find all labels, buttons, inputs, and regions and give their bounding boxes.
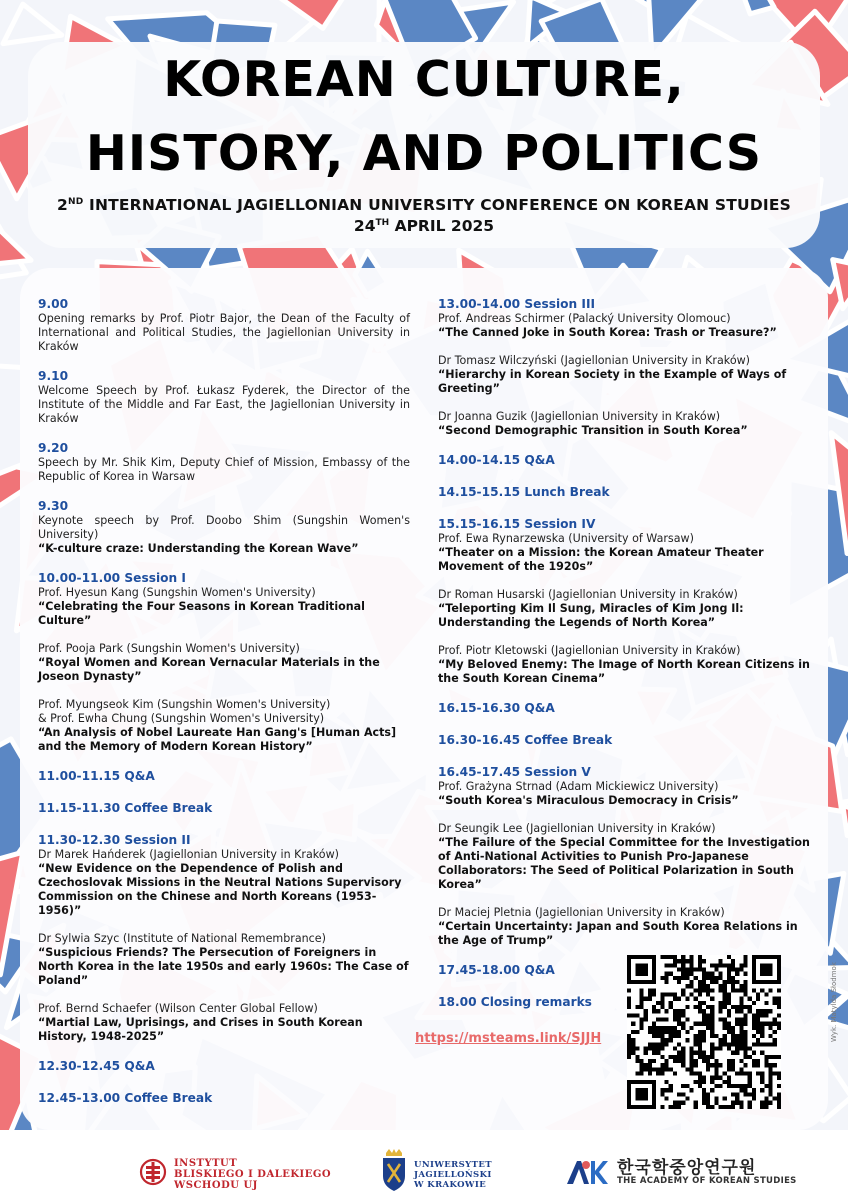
talk-title: “ New Evidence on the Dependence of Polish and Czechoslovak Missions in the Neutral Nations Supervisory Commission on the Chinese and North Koreans (1953-1956) ”: [38, 862, 410, 918]
time-slot-heading: 9.20: [38, 441, 69, 455]
time-slot-heading: 9.00: [38, 297, 69, 311]
speaker-info: Prof. Andreas Schirmer (Palacký University Olomouc): [438, 312, 731, 325]
speaker-info: Speech by Mr. Shik Kim, Deputy Chief of Mission, Embassy of the Republic of Korea in Warsaw: [38, 456, 410, 483]
speaker-info: & Prof. Ewha Chung (Sungshin Women's University): [38, 712, 325, 725]
program-block: [38, 296, 410, 354]
designer-credit: Wyk. Matylda Słodmok: [830, 962, 838, 1042]
talk-title: “ Theater on a Mission: the Korean Amateur Theater Movement of the 1920s ”: [438, 546, 814, 574]
university-crest-icon: [381, 1148, 407, 1192]
institute-emblem-icon: [137, 1158, 169, 1186]
program-block: [38, 1058, 410, 1074]
talk-title: “ Royal Women and Korean Vernacular Materials in the Joseon Dynasty ”: [38, 656, 410, 684]
program-block: [38, 440, 410, 484]
speaker-info: Dr Seungik Lee (Jagiellonian University in Kraków): [438, 822, 716, 835]
program-block: [438, 700, 814, 716]
institute-name: INSTYTUT BLISKIEGO I DALEKIEGO WSCHODU UJ: [174, 1158, 332, 1191]
program-block: [438, 296, 814, 340]
time-slot-heading: 11.00-11.15 Q&A: [38, 769, 155, 783]
speaker-info: Welcome Speech by Prof. Łukasz Fyderek, the Director of the Institute of the Middle and Far East, the Jagiellonian University in Kraków: [38, 384, 410, 425]
qr-code[interactable]: [627, 955, 781, 1109]
partner-logos: [0, 1130, 848, 1200]
program-block: [438, 410, 814, 438]
talk-title: “ Certain Uncertainty: Japan and South Korea Relations in the Age of Trump ”: [438, 920, 814, 948]
program-block: [438, 588, 814, 630]
program-block: [38, 1090, 410, 1106]
time-slot-heading: 13.00-14.00 Session III: [438, 297, 596, 311]
time-slot-heading: 9.30: [38, 499, 69, 513]
speaker-info: Prof. Myungseok Kim (Sungshin Women's University): [38, 698, 331, 711]
speaker-info: Dr Roman Husarski (Jagiellonian University in Kraków): [438, 588, 738, 601]
time-slot-heading: 11.30-12.30 Session II: [38, 833, 191, 847]
aks-english-name: THE ACADEMY OF KOREAN STUDIES: [617, 1176, 797, 1186]
program-block: [38, 570, 410, 628]
program-block: [38, 932, 410, 988]
conference-date: 24TH APRIL 2025: [353, 217, 495, 235]
time-slot-heading: 12.45-13.00 Coffee Break: [38, 1091, 213, 1105]
talk-title: “ The Failure of the Special Committee for the Investigation of Anti-National Activities to Punish Pro-Japanese Collaborators: The Seed of Political Polarization in South Korea ”: [438, 836, 814, 892]
talk-title: “ South Korea's Miraculous Democracy in Crisis ”: [438, 794, 814, 808]
time-slot-heading: 18.00 Closing remarks: [438, 995, 592, 1009]
talk-title: “ Suspicious Friends? The Persecution of Foreigners in North Korea in the late 1950s and early 1960s: The Case of Poland ”: [38, 946, 410, 988]
program-block: [38, 642, 410, 684]
program-block: [438, 764, 814, 808]
talk-title: “ Teleporting Kim Il Sung, Miracles of Kim Jong Il: Understanding the Legends of North Korea ”: [438, 602, 814, 630]
program-block: [438, 484, 814, 500]
speaker-info: Prof. Piotr Kletowski (Jagiellonian University in Kraków): [438, 644, 741, 657]
speaker-info: Prof. Grażyna Strnad (Adam Mickiewicz University): [438, 780, 719, 793]
title-line-1: KOREAN CULTURE,: [163, 51, 685, 108]
program-block: [438, 906, 814, 948]
qr-code-pattern: [627, 955, 781, 1109]
talk-title: “ An Analysis of Nobel Laureate Han Gang's [Human Acts] and the Memory of Modern Korean History ”: [38, 726, 410, 754]
program-block: [38, 832, 410, 918]
time-slot-heading: 9.10: [38, 369, 69, 383]
speaker-info: Keynote speech by Prof. Doobo Shim (Sungshin Women's University): [38, 514, 410, 541]
speaker-info: Prof. Ewa Rynarzewska (University of Warsaw): [438, 532, 694, 545]
speaker-info: Dr Tomasz Wilczyński (Jagiellonian University in Kraków): [438, 354, 751, 367]
speaker-info: Opening remarks by Prof. Piotr Bajor, the Dean of the Faculty of International and Political Studies, the Jagiellonian University in Kraków: [38, 312, 410, 353]
program-left-column: [38, 296, 410, 1122]
talk-title: “ K-culture craze: Understanding the Korean Wave ”: [38, 542, 410, 556]
time-slot-heading: 16.30-16.45 Coffee Break: [438, 733, 613, 747]
time-slot-heading: 14.15-15.15 Lunch Break: [438, 485, 610, 499]
university-name: UNIWERSYTET JAGIELLOŃSKI W KRAKOWIE: [414, 1160, 492, 1190]
talk-title: “ My Beloved Enemy: The Image of North Korean Citizens in the South Korean Cinema ”: [438, 658, 814, 686]
speaker-info: Prof. Pooja Park (Sungshin Women's University): [38, 642, 300, 655]
program-block: [438, 354, 814, 396]
program-block: [38, 698, 410, 754]
speaker-info: Dr Marek Hańderek (Jagiellonian University in Kraków): [38, 848, 339, 861]
speaker-info: Prof. Hyesun Kang (Sungshin Women's University): [38, 586, 316, 599]
program-block: [38, 498, 410, 556]
conference-subtitle: 2ND INTERNATIONAL JAGIELLONIAN UNIVERSITY CONFERENCE ON KOREAN STUDIES: [56, 196, 792, 214]
program-block: [38, 768, 410, 784]
talk-title: “ Second Demographic Transition in South Korea ”: [438, 424, 814, 438]
time-slot-heading: 12.30-12.45 Q&A: [38, 1059, 155, 1073]
speaker-info: Prof. Bernd Schaefer (Wilson Center Global Fellow): [38, 1002, 318, 1015]
program-block: [38, 800, 410, 816]
program-block: [38, 368, 410, 426]
time-slot-heading: 15.15-16.15 Session IV: [438, 517, 596, 531]
program-right-column: [438, 296, 814, 1026]
program-block: [438, 516, 814, 574]
program-block: [438, 732, 814, 748]
time-slot-heading: 10.00-11.00 Session I: [38, 571, 186, 585]
talk-title: “ Hierarchy in Korean Society in the Example of Ways of Greeting ”: [438, 368, 814, 396]
talk-title: “ Celebrating the Four Seasons in Korean Traditional Culture ”: [38, 600, 410, 628]
speaker-info: Dr Maciej Pletnia (Jagiellonian University in Kraków): [438, 906, 725, 919]
program-block: [438, 644, 814, 686]
time-slot-heading: 17.45-18.00 Q&A: [438, 963, 555, 977]
time-slot-heading: 16.15-16.30 Q&A: [438, 701, 555, 715]
talk-title: “ Martial Law, Uprisings, and Crises in South Korean History, 1948-2025 ”: [38, 1016, 410, 1044]
program-block: [438, 452, 814, 468]
talk-title: “ The Canned Joke in South Korea: Trash or Treasure? ”: [438, 326, 814, 340]
aks-logo-icon: [565, 1158, 609, 1186]
time-slot-heading: 16.45-17.45 Session V: [438, 765, 591, 779]
time-slot-heading: 11.15-11.30 Coffee Break: [38, 801, 213, 815]
program-block: [38, 1002, 410, 1044]
aks-korean-name: 한국학중앙연구원: [617, 1158, 757, 1178]
teams-link[interactable]: https://msteams.link/SJJH: [415, 1031, 602, 1046]
title-line-2: HISTORY, AND POLITICS: [85, 125, 763, 182]
program-block: [438, 822, 814, 892]
speaker-info: Dr Joanna Guzik (Jagiellonian University in Kraków): [438, 410, 721, 423]
speaker-info: Dr Sylwia Szyc (Institute of National Remembrance): [38, 932, 326, 945]
time-slot-heading: 14.00-14.15 Q&A: [438, 453, 555, 467]
